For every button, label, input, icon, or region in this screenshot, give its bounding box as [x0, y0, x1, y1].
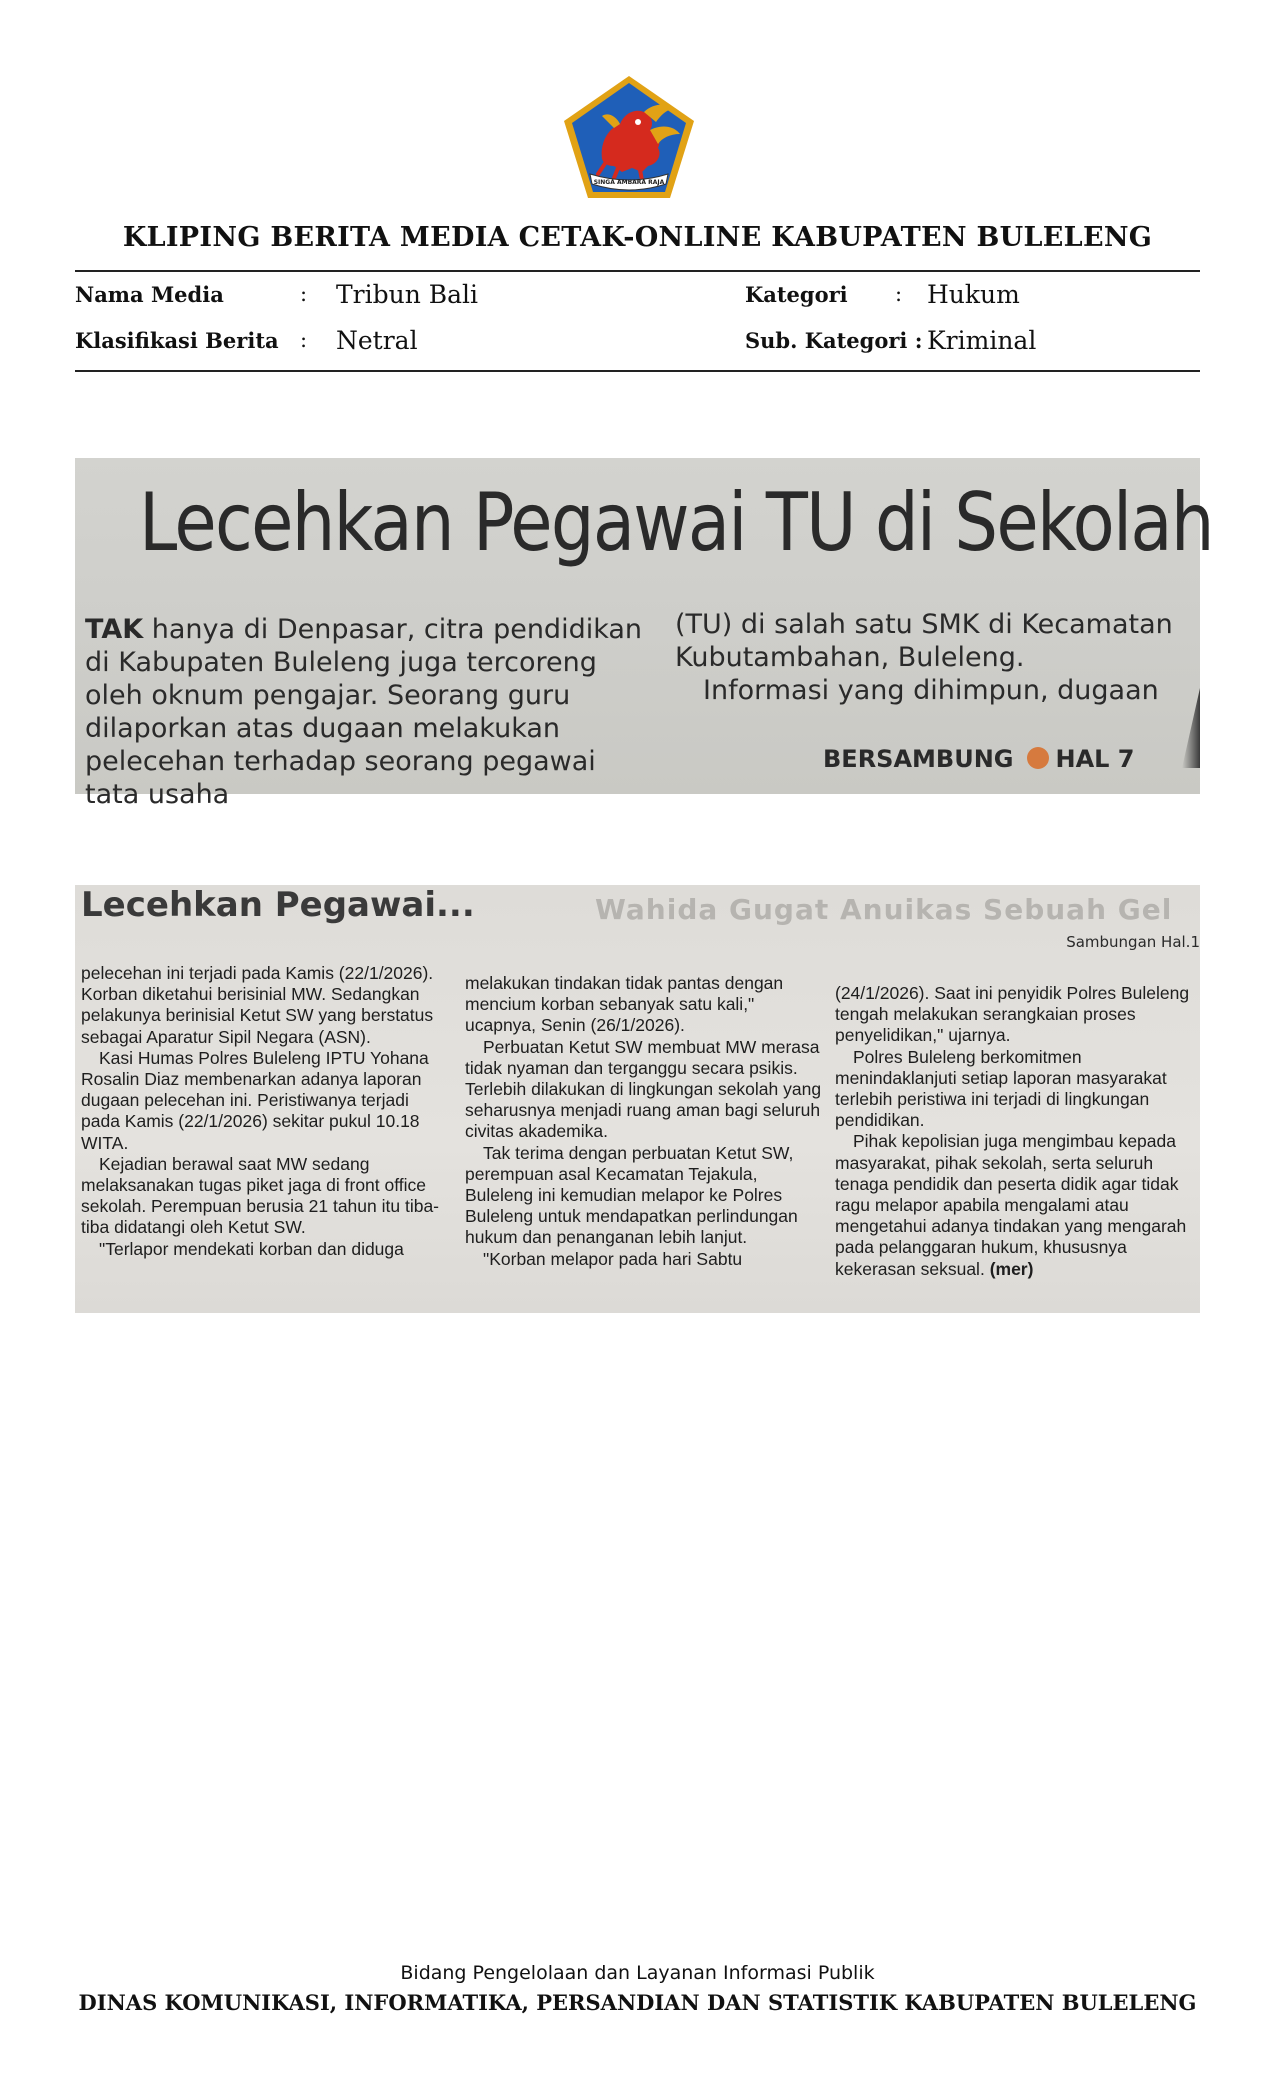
news-clipping-front	[75, 458, 1213, 810]
sambungan-label: Sambungan Hal.1	[1066, 933, 1200, 951]
klasifikasi-label: Klasifikasi Berita	[75, 328, 279, 353]
kategori-label: Kategori	[745, 282, 848, 307]
paragraph: Tak terima dengan perbuatan Ketut SW, perempuan asal Kecamatan Tejakula, Buleleng ini kemudian melapor ke Polres Buleleng untuk mendapatkan perlindungan hukum dan penanganan lebih lanjut.	[465, 1142, 798, 1248]
klasifikasi-colon: :	[300, 328, 308, 352]
kategori-colon: :	[895, 282, 903, 306]
footer-agency: DINAS KOMUNIKASI, INFORMATIKA, PERSANDIAN DAN STATISTIK KABUPATEN BULELENG	[78, 1990, 1197, 2015]
clipping-headline: Lecehkan Pegawai TU di Sekolah	[139, 476, 1213, 569]
continuation-column-1	[81, 963, 446, 1260]
clipping-second-column	[675, 608, 1175, 707]
paragraph: pelecehan ini terjadi pada Kamis (22/1/2026). Korban diketahui berisinial MW. Sedangkan pelakunya berinisial Ketut SW yang berstatus sebagai Aparatur Sipil Negara (ASN).	[81, 963, 434, 1047]
page-edge-shadow	[1182, 688, 1200, 768]
media-label: Nama Media	[75, 282, 224, 307]
continuation-column-3	[835, 983, 1195, 1280]
subkategori-value: Kriminal	[927, 326, 1037, 355]
news-clipping-continuation	[75, 885, 1200, 1313]
continued-label: BERSAMBUNG	[823, 745, 1014, 773]
second-column-line1: (TU) di salah satu SMK di Kecamatan Kubutambahan, Buleleng.	[675, 609, 1173, 673]
paragraph: Pihak kepolisian juga mengimbau kepada masyarakat, pihak sekolah, serta seluruh tenaga pendidik dan peserta didik agar tidak ragu melapor apabila mengalami atau mengetahui adanya tindakan yang mengarah pada pelanggaran hukum, khususnya kekerasan seksual.	[835, 1131, 1187, 1279]
author-initials: (mer)	[989, 1258, 1034, 1279]
continuation-column-2	[465, 973, 825, 1270]
subkategori-label: Sub. Kategori :	[745, 328, 923, 353]
paragraph: Kasi Humas Polres Buleleng IPTU Yohana Rosalin Diaz membenarkan adanya laporan dugaan pelecehan ini. Peristiwanya terjadi pada Kamis (22/1/2026) sekitar pukul 10.18 WITA.	[81, 1047, 429, 1153]
second-column-line2: Informasi yang dihimpun, dugaan	[703, 675, 1159, 706]
paragraph: melakukan tindakan tidak pantas dengan mencium korban sebanyak satu kali," ucapnya, Senin (26/1/2026).	[465, 973, 784, 1036]
bleed-through-heading: Wahida Gugat Anuikas Sebuah Gel	[595, 893, 1173, 926]
header-divider-bottom	[75, 370, 1200, 372]
continued-marker	[823, 745, 1135, 773]
paragraph: Polres Buleleng berkomitmen menindaklanjuti setiap laporan masyarakat terlebih peristiwa ini terjadi di lingkungan pendidikan.	[835, 1046, 1167, 1131]
lead-word: TAK	[85, 614, 144, 645]
clipping-lead-column	[85, 613, 645, 811]
paragraph: "Korban melapor pada hari Sabtu	[483, 1248, 743, 1269]
media-value: Tribun Bali	[336, 280, 479, 309]
paragraph: (24/1/2026). Saat ini penyidik Polres Buleleng tengah melakukan serangkaian proses penyelidikan," ujarnya.	[835, 983, 1190, 1046]
header-divider-top	[75, 270, 1200, 272]
continuation-title: Lecehkan Pegawai...	[81, 885, 475, 925]
arrow-right-icon	[1027, 747, 1049, 769]
paragraph: Perbuatan Ketut SW membuat MW merasa tidak nyaman dan terganggu secara psikis. Terlebih dilakukan di lingkungan sekolah yang seharusnya menjadi ruang aman bagi seluruh civitas akademika.	[465, 1036, 822, 1142]
page-title: KLIPING BERITA MEDIA CETAK-ONLINE KABUPATEN BULELENG	[122, 222, 1153, 253]
kategori-value: Hukum	[927, 280, 1020, 309]
singa-ambara-raja-emblem	[562, 74, 696, 200]
svg-text:SINGA AMBARA RAJA: SINGA AMBARA RAJA	[593, 179, 665, 186]
media-colon: :	[300, 282, 308, 306]
footer-division: Bidang Pengelolaan dan Layanan Informasi Publik	[400, 1962, 875, 1984]
continued-page: HAL 7	[1055, 745, 1135, 773]
paragraph: "Terlapor mendekati korban dan diduga	[99, 1238, 404, 1259]
paragraph-with-byline	[835, 1131, 1195, 1279]
lead-text: hanya di Denpasar, citra pendidikan di Kabupaten Buleleng juga tercoreng oleh oknum pengajar. Seorang guru dilaporkan atas dugaan melakukan pelecehan terhadap seorang pegawai tata usaha	[85, 614, 643, 810]
paragraph: Kejadian berawal saat MW sedang melaksanakan tugas piket jaga di front office sekolah. Perempuan berusia 21 tahun itu tiba-tiba didatangi oleh Ketut SW.	[81, 1153, 440, 1238]
klasifikasi-value: Netral	[336, 326, 418, 355]
